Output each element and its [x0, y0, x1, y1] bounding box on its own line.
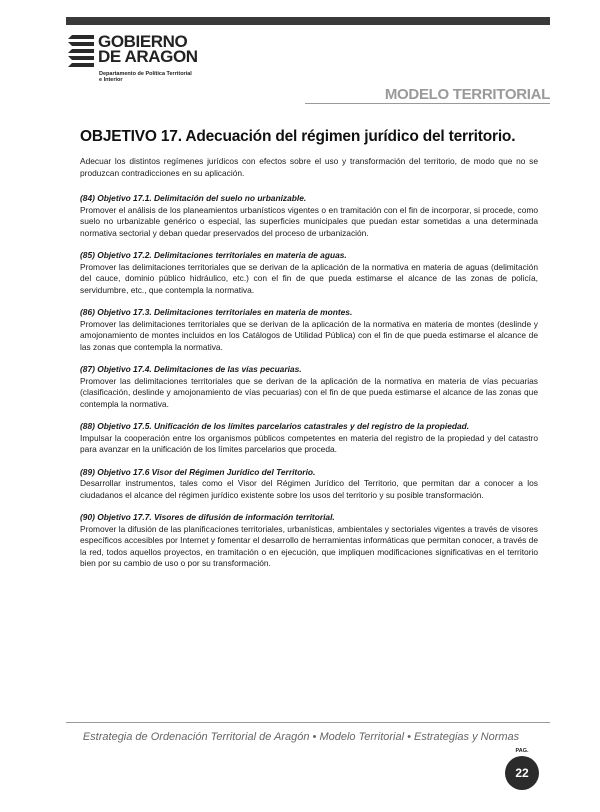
objective-text: Impulsar la cooperación entre los organismos públicos competentes en materia del registro de la propiedad y del catastro para avanzar en la unificación de los límites parcelarios que proceda. [80, 432, 538, 454]
objective-block [80, 307, 538, 353]
objective-text: Promover las delimitaciones territoriales que se derivan de la aplicación de la normativa en materia de vías pecuarias (clasificación, deslinde y amojonamiento de vías pecuarias) con el fin de que pueda estimarse el alcance de las zonas que contempla la normativa. [80, 375, 538, 409]
objective-title: (84) Objetivo 17.1. Delimitación del suelo no urbanizable. [80, 193, 307, 203]
page-number-badge [505, 756, 539, 790]
department-name [99, 71, 209, 83]
logo-title-line1: GOBIERNO [98, 32, 188, 51]
page-label: PAG. [515, 748, 529, 754]
page-title: OBJETIVO 17. Adecuación del régimen jurídico del territorio. [80, 128, 516, 145]
objective-block [80, 250, 538, 296]
page-number: 22 [515, 766, 529, 780]
objective-block [80, 193, 538, 239]
objective-block [80, 364, 538, 410]
section-title: MODELO TERRITORIAL [384, 86, 550, 103]
objective-title: (87) Objetivo 17.4. Delimitaciones de las vías pecuarias. [80, 364, 302, 374]
objective-text: Promover las delimitaciones territoriales que se derivan de la aplicación de la normativa en materia de aguas (delimitación del cauce, dominio público hidráulico, etc.) con el fin de que pueda estimarse el alcance de las zonas de policía, servidumbre, etc., que contempla la normativa. [80, 261, 538, 295]
logo [66, 33, 236, 87]
department-line2: e Interior [99, 77, 123, 83]
objective-title: (88) Objetivo 17.5. Unificación de los límites parcelarios catastrales y del registro de la propiedad. [80, 421, 470, 431]
section-divider [305, 103, 550, 104]
objective-title: (89) Objetivo 17.6 Visor del Régimen Jurídico del Territorio. [80, 466, 316, 477]
objective-text: Promover la difusión de las planificaciones territoriales, urbanísticas, ambientales y sectoriales vigentes a través de visores específicos accesibles por Internet y fomentar el desarrollo de herramientas informáticas que permitan conocer, a través de la red, todos aquellos proyectos, en tramitación o en ejecución, que impliquen modificaciones significativas en el territorio bien por su cambio de uso o por su transformación. [80, 523, 538, 568]
objective-block [80, 467, 538, 502]
objective-block [80, 512, 538, 570]
logo-title-line2: DE ARAGON [98, 47, 198, 66]
objective-block [80, 421, 538, 456]
aragon-shield-icon [66, 33, 96, 67]
content [80, 156, 538, 581]
intro-paragraph: Adecuar los distintos regímenes jurídicos con efectos sobre el uso y transformación del territorio, de modo que no se produzcan contradicciones en su aplicación. [80, 156, 538, 178]
department-line1: Departamento de Política Territorial [99, 71, 192, 77]
objective-text: Promover las delimitaciones territoriales que se derivan de la aplicación de la normativa en materia de montes (deslinde y amojonamiento de montes incluidos en los Catálogos de Utilidad Pública) con el fin de que pueda estimarse el alcance de las zonas que contempla la normativa. [80, 318, 538, 352]
footer-divider [66, 722, 550, 723]
objective-title: (85) Objetivo 17.2. Delimitaciones territoriales en materia de aguas. [80, 250, 347, 260]
objective-title: (86) Objetivo 17.3. Delimitaciones territoriales en materia de montes. [80, 307, 353, 317]
objective-text: Desarrollar instrumentos, tales como el Visor del Régimen Jurídico del Territorio, que permitan dar a conocer a los ciudadanos el alcance del régimen jurídico existente sobre los usos del territorio y su posible transformación. [80, 478, 538, 500]
objective-title: (90) Objetivo 17.7. Visores de difusión de información territorial. [80, 512, 335, 522]
top-bar [66, 17, 550, 25]
footer-text: Estrategia de Ordenación Territorial de Aragón • Modelo Territorial • Estrategias y Normas [82, 731, 520, 743]
objective-text: Promover el análisis de los planeamientos urbanísticos vigentes o en tramitación con el fin de incorporar, si procede, como suelo no urbanizable genérico o especial, las superficies municipales que puedan estar sometidas a una determinada normativa sectorial y deban quedar preservados del proceso de urbanización. [80, 204, 538, 238]
